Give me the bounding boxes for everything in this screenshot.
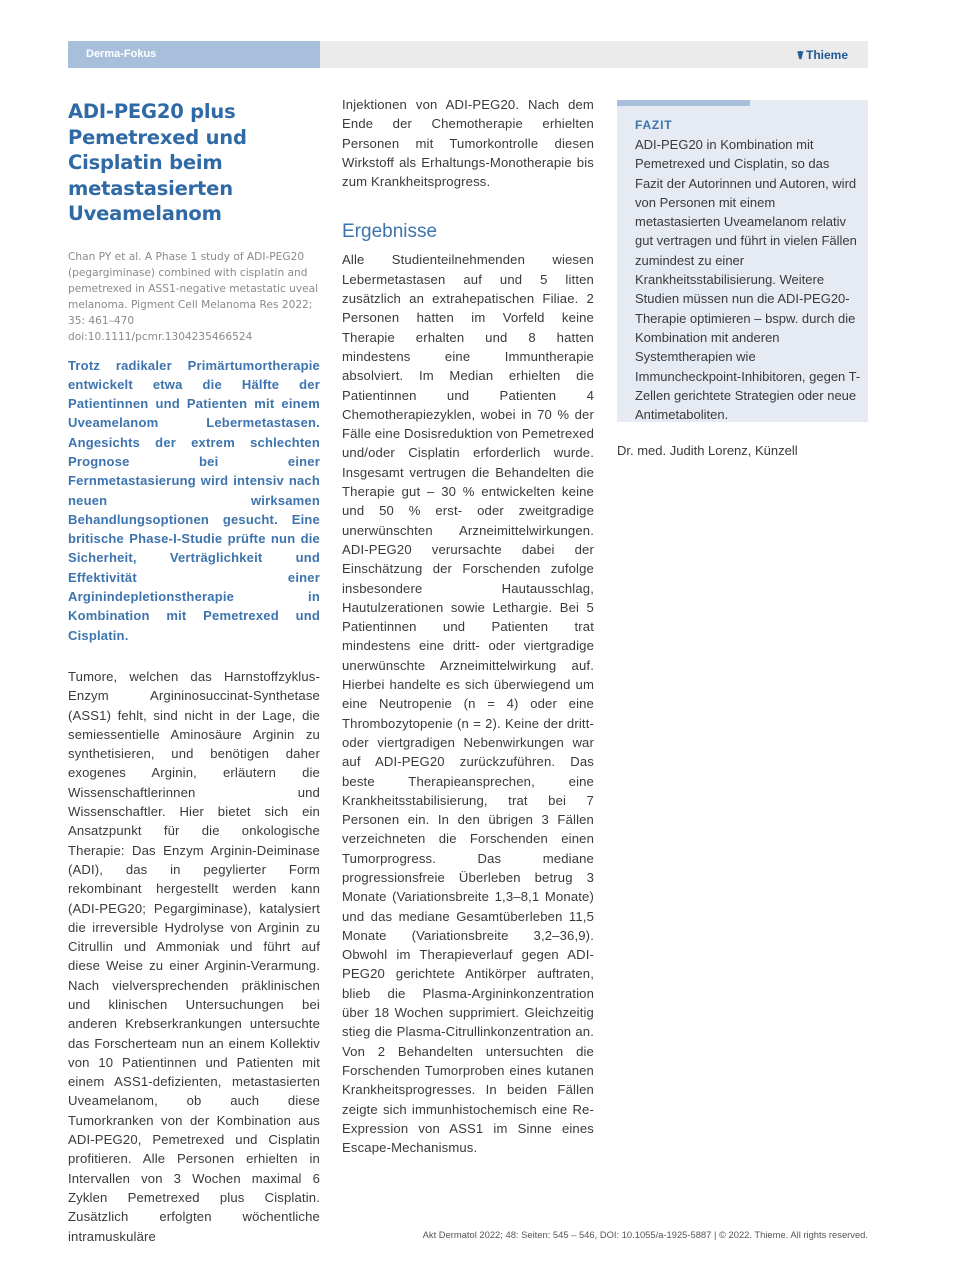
citation: Chan PY et al. A Phase 1 study of ADI-PEG20 (pegargiminase) combined with cisplatin and pemetrexed in ASS1-negative metastatic uveal melanoma. Pigment Cell Melanoma Res 2022; 35: 461–470 doi:10.1111/pcmr.1304235466524 xyxy=(68,250,319,343)
fazit-text: ADI-PEG20 in Kombination mit Pemetrexed und Cisplatin, so das Fazit der Autorinnen und Autoren, wird von Personen mit einem metastasierten Uveamelanom relativ gut vertragen und führt in vielen Fällen zumindest zu einer Krankheitsstabilisierung. Weitere Studien müssen nun die ADI-PEG20-Therapie optimieren – bspw. durch die Kombination mit anderen Systemtherapien wie Immuncheckpoint-Inhibitoren, gegen T-Zellen gerichtete Strategien oder neue Antimetaboliten. xyxy=(635,137,861,423)
body-intro-continued: Injektionen von ADI-PEG20. Nach dem Ende der Chemotherapie erhielten Personen mit Tumorkontrolle diesen Wirkstoff als Erhaltungs-Monotherapie bis zum Krankheitsprogress. xyxy=(342,97,594,190)
column-left xyxy=(68,95,320,1246)
running-header xyxy=(68,41,868,68)
section-label: Derma-Fokus xyxy=(68,41,320,68)
fazit-heading: FAZIT xyxy=(635,118,673,132)
results-text: Alle Studienteilnehmenden wiesen Lebermetastasen auf und 5 litten zusätzlich an extrahepatischen Filiae. 2 Personen hatten im Vorfeld keine Therapie erhalten und 8 hatten mindestens eine Immuntherapie absolviert. Im Median erhielten die Patientinnen und Patienten 4 Chemotherapiezyklen, wobei in 70 % der Fälle eine Dosisreduktion von Pemetrexed und/oder Cisplatin erforderlich wurde. Insgesamt vertrugen die Behandelten die Therapie gut – 30 % entwickelten keine und 50 % erst- oder zweitgradige unerwünschten Arzneimittelwirkungen. ADI-PEG20 verursachte dabei der Einschätzung der Forschenden zufolge insbesondere Hautausschlag, Hautulzerationen sowie Lethargie. Bei 5 Patientinnen und Patienten trat mindestens eine dritt- oder viertgradige unerwünschte Arzneimittelwirkung auf. Hierbei handelte es sich überwiegend um eine Neutropenie (n = 4) oder eine Thrombozytopenie (n = 2). Keine der dritt- oder viertgradigen Nebenwirkungen war auf ADI-PEG20 zurückzuführen. Das beste Therapieansprechen, eine Krankheitsstabilisierung, trat bei 7 Personen ein. In den übrigen 3 Fällen verzeichneten die Forschenden einen Tumorprogress. Das mediane progressionsfreie Überleben betrug 3 Monate (Variationsbreite 1,3–8,1 Monate) und das mediane Gesamtüberleben 11,5 Monate (Variationsbreite 3,2–36,9). Obwohl im Therapieverlauf gegen ADI-PEG20 gerichtete Antikörper auftraten, blieb die Plasma-Argininkonzentration über 18 Wochen supprimiert. Gleichzeitig stieg die Plasma-Citrullinkonzentration an. Von 2 Behandelten untersuchten die Forschenden Tumorproben eines kutanen Krankheitsprogresses. In beiden Fällen zeigte sich immunhistochemisch eine Re-Expression von ASS1 im Sinne eines Escape-Mechanismus. xyxy=(342,252,594,1156)
body-intro: Tumore, welchen das Harnstoffzyklus-Enzym Argininosuccinat-Synthetase (ASS1) fehlt, sind nicht in der Lage, die semiessentielle Aminosäure Arginin zu synthetisieren, und benötigen daher exogenes Arginin, erläutern die Wissenschaftlerinnen und Wissenschaftler. Hier bietet sich ein Ansatzpunkt für die onkologische Therapie: Das Enzym Arginin-Deiminase (ADI), das in pegylierter Form rekombinant hergestellt werden kann (ADI-PEG20; Pegargiminase), katalysiert die irreversible Hydrolyse von Arginin zu Citrullin und Ammoniak und führt auf diese Weise zu einer Arginin-Verarmung. Nach vielversprechenden präklinischen und klinischen Untersuchungen bei anderen Krebserkrankungen untersuchte das Forscherteam nun an einem Kollektiv von 10 Patientinnen und Patienten mit einem ASS1-defizienten, metastasierten Uveamelanom, ob auch diese Tumorkranken von der Kombination aus ADI-PEG20, Pemetrexed und Cisplatin profitieren. Alle Personen erhielten in Intervallen von 3 Wochen maximal 6 Zyklen Pemetrexed plus Cisplatin. Zusätzlich erfolgten wöchentliche intramuskuläre xyxy=(68,668,320,1244)
page-footer: Akt Dermatol 2022; 48: Seiten: 545 – 546, DOI: 10.1055/a-1925-5887 | © 2022. Thieme. All rights reserved. xyxy=(422,1229,868,1240)
lead-paragraph: Trotz radikaler Primärtumortherapie entwickelt etwa die Hälfte der Patientinnen und Patienten mit einem Uveamelanom Lebermetastasen. Angesichts der extrem schlechten Prognose bei einer Fernmetastasierung wird intensiv nach neuen wirksamen Behandlungsoptionen gesucht. Eine britische Phase-I-Studie prüfte nun die Sicherheit, Verträglichkeit und Effektivität einer Arginindepletionstherapie in Kombination mit Pemetrexed und Cisplatin. xyxy=(68,357,320,643)
publisher-brand xyxy=(797,41,848,68)
publisher-name: Thieme xyxy=(805,48,848,62)
column-middle xyxy=(342,95,594,1157)
author-credit: Dr. med. Judith Lorenz, Künzell xyxy=(617,443,798,458)
thieme-logo-icon: ☤ xyxy=(796,50,804,62)
results-heading: Ergebnisse xyxy=(342,221,438,243)
fazit-box xyxy=(617,100,868,422)
fazit-accent-bar xyxy=(617,100,750,106)
article-title: ADI-PEG20 plus Pemetrexed und Cisplatin beim metastasierten Uveamelanom xyxy=(68,100,247,225)
